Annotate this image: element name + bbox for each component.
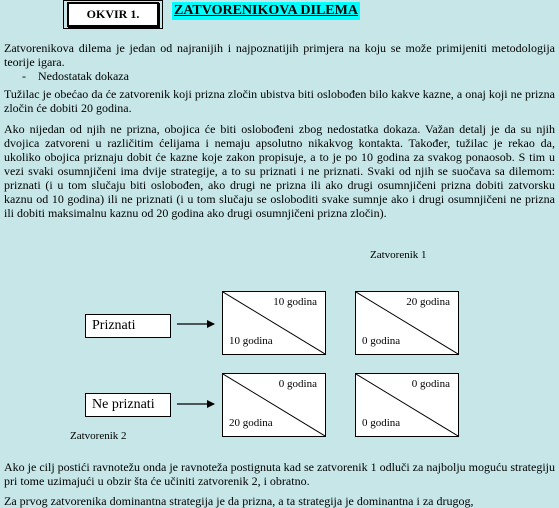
list-item xyxy=(22,69,129,83)
payoff-bottom-left: 0 godina xyxy=(362,335,401,347)
row-label-confess: Priznati xyxy=(85,314,171,338)
box-label: OKVIR 1. xyxy=(67,2,159,27)
payoff-top-right: 0 godina xyxy=(278,378,317,390)
page-title: ZATVORENIKOVA DILEMA xyxy=(174,3,358,18)
payoff-cell xyxy=(222,291,326,355)
payoff-bottom-left: 10 godina xyxy=(229,335,273,347)
list-item-label: Nedostatak dokaza xyxy=(38,69,129,83)
payoff-bottom-left: 0 godina xyxy=(362,417,401,429)
payoff-cell xyxy=(222,373,326,437)
payoff-top-right: 20 godina xyxy=(406,296,450,308)
dominant-paragraph: Za prvog zatvorenika dominantna strategija je da prizna, a ta strategija je dominantna i za drugog, xyxy=(4,494,474,508)
player1-label: Zatvorenik 1 xyxy=(370,249,427,261)
prosecutor-paragraph: Tužilac je obećao da će zatvorenik koji prizna zločin ubistva biti oslobođen bilo kakve kazne, a onaj koji ne prizna zločin će dobiti 20 godina. xyxy=(4,87,555,115)
list-bullet: - xyxy=(22,69,26,83)
payoff-top-right: 0 godina xyxy=(411,378,450,390)
dilemma-paragraph: Ako nijedan od njih ne prizna, obojica će biti oslobođeni zbog nedostatka dokaza. Važan detalj je da su njih dvojica zatvoreni u različitim ćelijama i nemaju apsolutno nikakvog kontakta. Također, tužilac je rekao da, ukoliko obojica priznaju dobit će kazne koje zakon propisuje, a to je po 10 godina za svakog ponaosob. S tim u vezi svaki osumnjičeni ima dvije strategije, a to su priznati i ne priznati. Svaki od njih se suočava sa dilemom: priznati (i u tom slučaju biti oslobođen, ako drugi ne prizna ili ako drugi osumnjičeni prizna dobiti zatvorsku kaznu od 10 godina) ili ne priznati (i u tom slučaju se osloboditi svake sumnje ako i drugi osumnjičeni ne prizna ili dobiti maksimalnu kaznu od 20 godina ako drugi osumnjičeni prizna zločin). xyxy=(4,122,555,220)
payoff-cell xyxy=(355,373,459,437)
row-label-not-confess: Ne priznati xyxy=(85,393,171,417)
intro-paragraph: Zatvorenikova dilema je jedan od najranijih i najpoznatijih primjera na koju se može primijeniti metodologija teorije igara. xyxy=(4,41,555,69)
equilibrium-paragraph: Ako je cilj postići ravnotežu onda je ravnoteža postignuta kad se zatvorenik 1 odluči za najbolju moguću strategiju pri tome uzimajući u obzir šta će učiniti zatvorenik 2, i obratno. xyxy=(4,460,555,488)
payoff-bottom-left: 20 godina xyxy=(229,417,273,429)
player2-label: Zatvorenik 2 xyxy=(70,430,127,442)
payoff-cell xyxy=(355,291,459,355)
payoff-top-right: 10 godina xyxy=(273,296,317,308)
